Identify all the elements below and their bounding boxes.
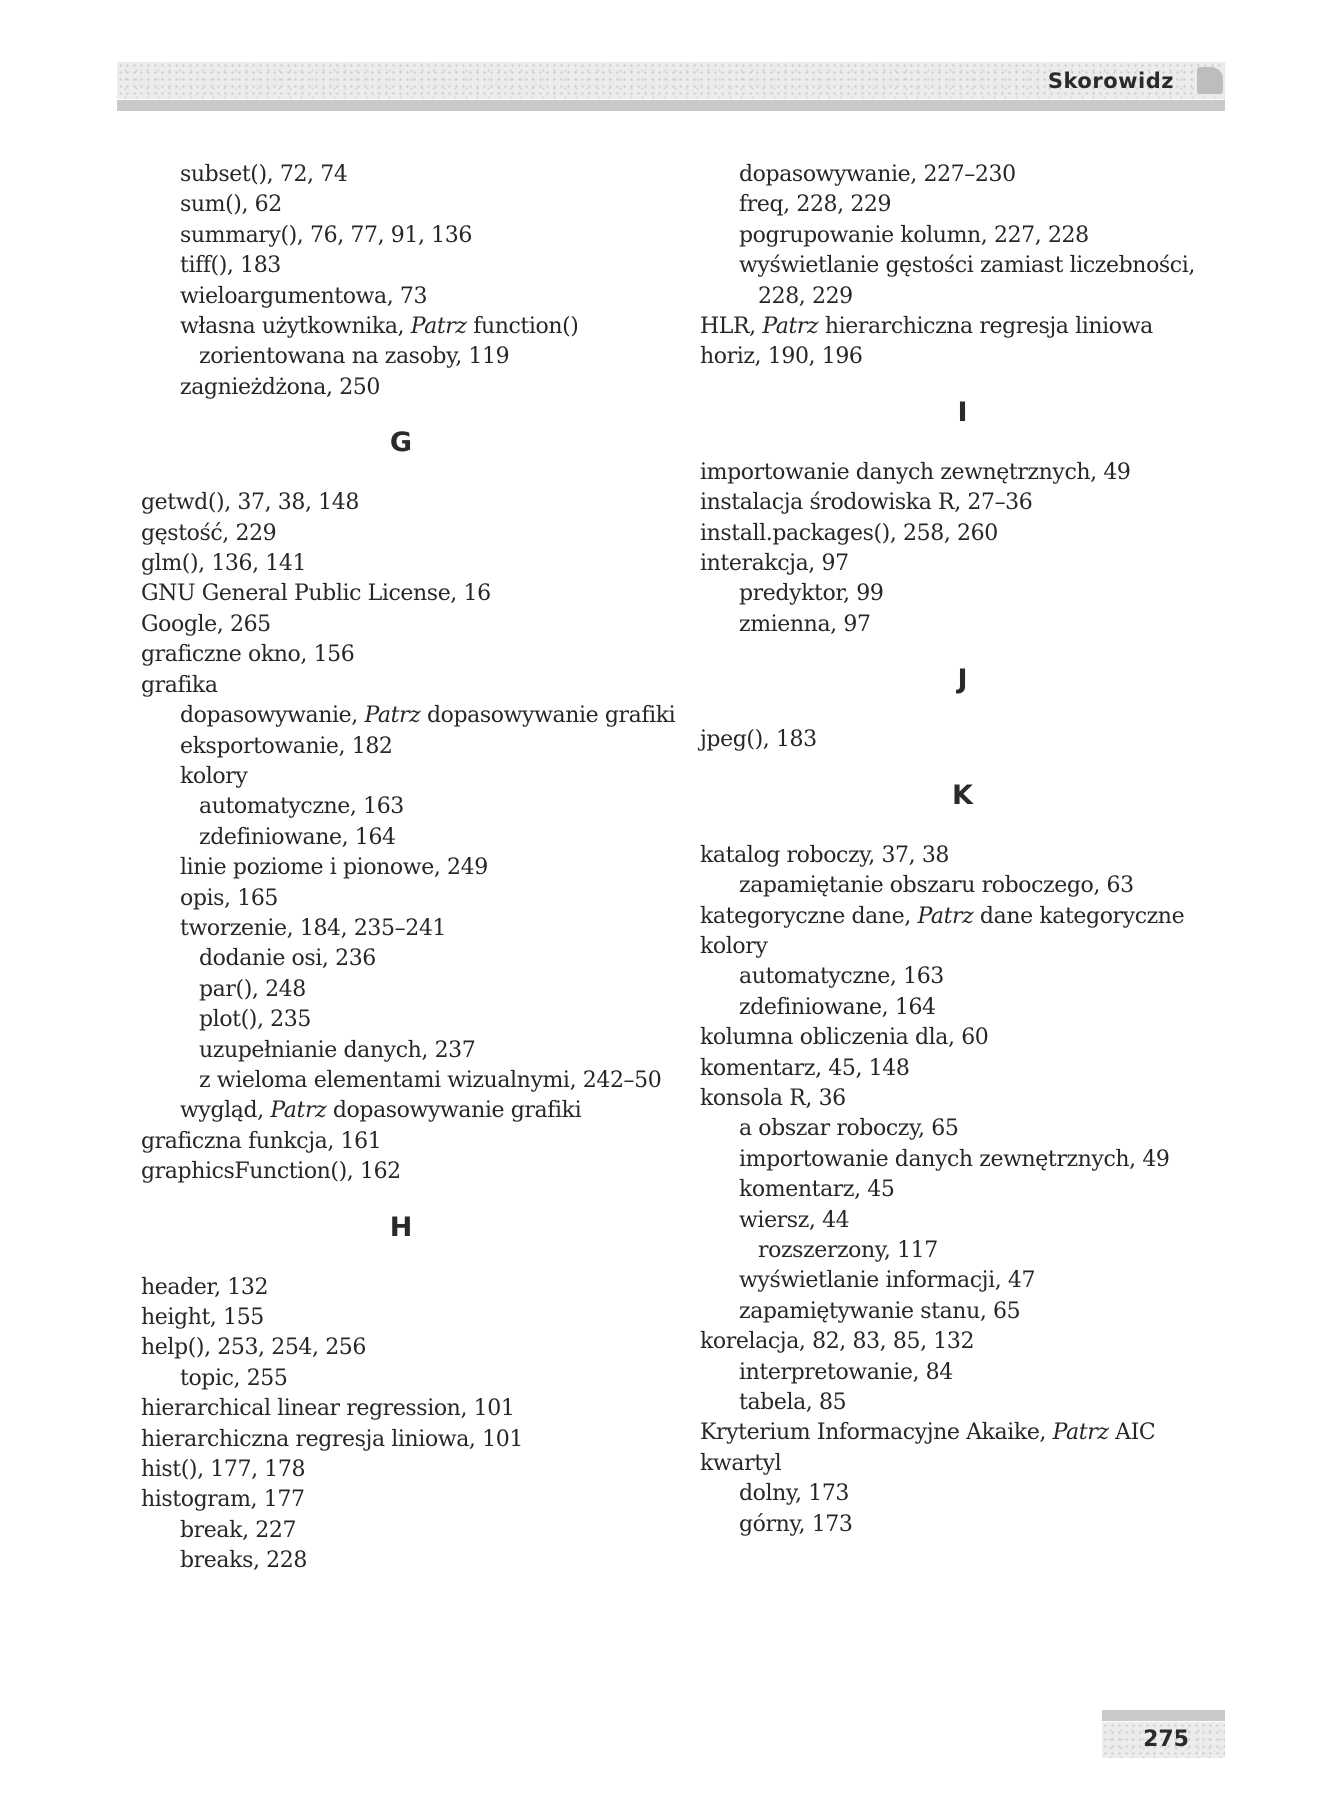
index-entry-text: linie poziome i pionowe, 249: [180, 855, 488, 881]
index-entry-text: korelacja, 82, 83, 85, 132: [700, 1329, 975, 1355]
cross-reference-target: dane kategoryczne: [973, 903, 1185, 929]
index-entry-text: gęstość, 229: [141, 520, 277, 546]
index-entry-text: topic, 255: [180, 1365, 288, 1391]
index-entry-text: importowanie danych zewnętrznych, 49: [739, 1146, 1170, 1172]
index-entry: [700, 871, 1225, 901]
index-entry-text: height, 155: [141, 1305, 264, 1330]
index-entry: [141, 944, 661, 974]
index-entry: [700, 1023, 1225, 1053]
index-entry: [700, 342, 1225, 372]
index-entry-text: pogrupowanie kolumn, 227, 228: [739, 222, 1089, 248]
section-letter-heading: J: [957, 664, 968, 696]
index-entry: [141, 1066, 661, 1096]
index-entry-text: par(), 248: [199, 976, 306, 1002]
cross-reference-target: hierarchiczna regresja liniowa: [818, 314, 1153, 340]
section-spacer: [141, 1188, 661, 1213]
index-entry-text: GNU General Public License, 16: [141, 581, 491, 607]
cross-reference-patrz: Patrz: [917, 903, 974, 929]
index-entry: [141, 221, 661, 251]
index-entry-text: interakcja, 97: [700, 551, 849, 577]
section-letter-heading: K: [952, 779, 973, 811]
index-entry-text: zapamiętywanie stanu, 65: [739, 1298, 1021, 1324]
index-entry-text: komentarz, 45, 148: [700, 1055, 910, 1081]
index-entry: [141, 701, 676, 731]
index-entry-text: zapamiętanie obszaru roboczego, 63: [739, 873, 1134, 899]
index-entry-text: wygląd,: [180, 1098, 271, 1124]
section-spacer: [700, 373, 1225, 398]
index-entry-text: rozszerzony, 117: [758, 1237, 938, 1263]
index-entry-text: eksportowanie, 182: [180, 733, 393, 759]
cross-reference-patrz: Patrz: [1052, 1420, 1109, 1446]
index-entry: [700, 1114, 1225, 1144]
index-entry-text: jpeg(), 183: [700, 727, 817, 753]
index-entry: [700, 1327, 1225, 1357]
index-entry: [700, 1297, 1225, 1327]
index-entry-text: getwd(), 37, 38, 148: [141, 490, 359, 516]
index-entry-text: uzupełnianie danych, 237: [199, 1037, 476, 1063]
cross-reference-patrz: Patrz: [364, 703, 421, 729]
index-entry-text: Kryterium Informacyjne Akaike,: [700, 1420, 1053, 1446]
index-entry: [141, 732, 661, 762]
index-entry: [700, 488, 1225, 518]
index-entry-text: graficzna funkcja, 161: [141, 1128, 382, 1154]
section-letter-heading: G: [389, 427, 413, 459]
index-entry: [141, 914, 661, 944]
index-entry: [141, 1127, 661, 1157]
index-entry-text: header, 132: [141, 1274, 269, 1300]
index-entry: [141, 579, 661, 609]
index-entry: [700, 1175, 1225, 1205]
index-entry: [700, 458, 1225, 488]
index-entry: [700, 1358, 1225, 1388]
index-entry: [141, 282, 661, 312]
index-entry-text: zdefiniowane, 164: [739, 994, 936, 1020]
index-entry: [141, 1005, 661, 1035]
cross-reference-patrz: Patrz: [270, 1098, 327, 1124]
cross-reference-target: dopasowywanie grafiki: [420, 703, 676, 729]
index-entry: [700, 993, 1225, 1023]
index-entry: [141, 1516, 661, 1546]
index-entry: [141, 884, 661, 914]
index-entry-text: hierarchiczna regresja liniowa, 101: [141, 1426, 523, 1452]
index-entry-text: break, 227: [180, 1517, 297, 1543]
index-entry-text: dodanie osi, 236: [199, 946, 376, 972]
index-entry: [141, 1455, 661, 1485]
index-entry: [141, 312, 661, 342]
section-spacer: [700, 695, 1225, 725]
index-entry: [700, 902, 1225, 932]
index-entry: [141, 160, 661, 190]
index-entry: [141, 762, 661, 792]
index-entry: [141, 853, 661, 883]
section-spacer: [700, 640, 1225, 665]
index-entry: [141, 1273, 661, 1303]
index-entry: [141, 373, 661, 403]
index-entry-text: kolory: [180, 763, 248, 789]
index-entry-text: wieloargumentowa, 73: [180, 283, 428, 309]
index-entry-text: wiersz, 44: [739, 1207, 850, 1233]
index-entry: [700, 1206, 1225, 1236]
index-column-right: [700, 160, 1225, 1540]
index-entry-text: summary(), 76, 77, 91, 136: [180, 222, 472, 248]
index-entry-text: breaks, 228: [180, 1548, 307, 1574]
index-entry-text: hierarchical linear regression, 101: [141, 1396, 515, 1422]
page-number: 275: [1143, 1727, 1189, 1752]
index-entry-text: freq, 228, 229: [739, 192, 892, 218]
index-entry-text: predyktor, 99: [739, 581, 884, 607]
index-entry: [141, 251, 661, 281]
index-column-left: [141, 160, 676, 1577]
footer-rule: [1102, 1710, 1225, 1721]
index-entry: [141, 1394, 661, 1424]
index-entry: [700, 312, 1225, 342]
section-letter-heading: I: [957, 396, 968, 428]
index-entry: [700, 282, 1225, 312]
index-entry-text: a obszar roboczy, 65: [739, 1116, 959, 1142]
index-entry: [700, 549, 1225, 579]
index-entry-text: install.packages(), 258, 260: [700, 520, 998, 546]
index-entry: [141, 549, 661, 579]
index-entry-text: histogram, 177: [141, 1487, 305, 1513]
index-entry: [141, 1036, 661, 1066]
index-entry: [141, 1364, 661, 1394]
index-entry-text: 228, 229: [758, 283, 853, 309]
index-entry-text: automatyczne, 163: [739, 964, 944, 990]
index-entry: [700, 160, 1225, 190]
index-entry-text: subset(), 72, 74: [180, 162, 348, 187]
index-entry-text: komentarz, 45: [739, 1177, 895, 1203]
index-entry: [700, 1266, 1225, 1296]
section-letter-heading: H: [389, 1211, 413, 1243]
index-entry-text: konsola R, 36: [700, 1085, 846, 1111]
index-entry-text: zdefiniowane, 164: [199, 824, 396, 850]
index-entry-text: kategoryczne dane,: [700, 903, 918, 929]
index-entry: [700, 932, 1225, 962]
index-entry-text: dolny, 173: [739, 1481, 850, 1507]
index-entry: [141, 1546, 661, 1576]
index-entry-text: górny, 173: [739, 1511, 853, 1537]
index-entry: [141, 488, 661, 518]
header-tab-marker: [1197, 67, 1223, 94]
index-entry: [700, 1388, 1225, 1418]
index-entry-text: hist(), 177, 178: [141, 1457, 306, 1483]
index-entry: [700, 1054, 1225, 1084]
index-entry: [141, 1485, 661, 1515]
index-entry: [700, 251, 1225, 281]
cross-reference-target: dopasowywanie grafiki: [326, 1098, 582, 1124]
index-entry: [700, 841, 1225, 871]
index-entry-text: dopasowywanie, 227–230: [739, 162, 1016, 187]
index-entry: [700, 1479, 1225, 1509]
index-entry: [141, 671, 661, 701]
cross-reference-target: AIC: [1108, 1420, 1156, 1446]
index-entry: [700, 610, 1225, 640]
index-entry: [700, 1145, 1225, 1175]
index-entry: [700, 962, 1225, 992]
index-entry-text: sum(), 62: [180, 192, 282, 218]
section-spacer: [700, 428, 1225, 458]
index-entry-text: importowanie danych zewnętrznych, 49: [700, 459, 1131, 485]
index-entry: [141, 1157, 661, 1187]
section-spacer: [700, 756, 1225, 781]
index-entry-text: kolory: [700, 933, 768, 959]
index-entry: [141, 1333, 661, 1363]
index-entry-text: własna użytkownika,: [180, 314, 411, 340]
index-entry: [141, 792, 661, 822]
section-spacer: [141, 403, 661, 428]
index-entry-text: HLR,: [700, 314, 763, 340]
index-entry-text: kwartyl: [700, 1450, 782, 1476]
index-entry-text: kolumna obliczenia dla, 60: [700, 1025, 989, 1051]
index-entry: [700, 1418, 1225, 1448]
index-entry: [700, 1510, 1225, 1540]
index-entry: [700, 579, 1225, 609]
index-entry: [141, 1096, 661, 1126]
section-spacer: [141, 1243, 661, 1273]
index-entry-text: glm(), 136, 141: [141, 551, 307, 577]
index-entry-text: z wieloma elementami wizualnymi, 242–50: [199, 1067, 662, 1093]
index-entry-text: grafika: [141, 672, 218, 698]
index-entry-text: wyświetlanie informacji, 47: [739, 1268, 1036, 1294]
index-entry-text: tworzenie, 184, 235–241: [180, 915, 447, 941]
index-entry: [141, 610, 661, 640]
index-entry: [700, 1084, 1225, 1114]
index-entry-text: katalog roboczy, 37, 38: [700, 842, 950, 868]
index-entry: [700, 519, 1225, 549]
running-header-rule: [117, 100, 1225, 111]
index-entry: [141, 519, 661, 549]
index-entry: [700, 190, 1225, 220]
index-entry-text: zorientowana na zasoby, 119: [199, 344, 510, 370]
index-entry: [141, 1303, 661, 1333]
index-entry-text: zagnieżdżona, 250: [180, 374, 380, 400]
index-entry-text: horiz, 190, 196: [700, 344, 863, 370]
index-entry-text: opis, 165: [180, 885, 279, 911]
index-entry-text: help(), 253, 254, 256: [141, 1335, 367, 1361]
index-entry-text: automatyczne, 163: [199, 794, 404, 820]
index-entry-text: dopasowywanie,: [180, 703, 365, 729]
index-entry-text: graphicsFunction(), 162: [141, 1159, 401, 1185]
index-entry-text: graficzne okno, 156: [141, 642, 355, 668]
section-spacer: [141, 458, 661, 488]
index-entry-text: plot(), 235: [199, 1007, 311, 1033]
index-entry: [141, 342, 661, 372]
index-entry-text: tabela, 85: [739, 1390, 847, 1415]
index-entry-text: Google, 265: [141, 611, 271, 637]
index-entry: [141, 190, 661, 220]
index-entry: [700, 725, 1225, 755]
index-entry: [700, 221, 1225, 251]
index-entry: [141, 640, 661, 670]
index-entry: [141, 1425, 661, 1455]
running-header-title: Skorowidz: [1047, 69, 1174, 93]
index-entry-text: wyświetlanie gęstości zamiast liczebności,: [739, 253, 1195, 279]
cross-reference-patrz: Patrz: [410, 314, 467, 340]
cross-reference-target: function(): [466, 314, 579, 340]
index-entry: [141, 823, 661, 853]
index-entry-text: instalacja środowiska R, 27–36: [700, 490, 1033, 516]
index-entry: [700, 1449, 1225, 1479]
index-entry: [700, 1236, 1225, 1266]
cross-reference-patrz: Patrz: [762, 314, 819, 340]
index-entry: [141, 975, 661, 1005]
section-spacer: [700, 811, 1225, 841]
index-entry-text: zmienna, 97: [739, 611, 871, 637]
index-entry-text: interpretowanie, 84: [739, 1359, 953, 1385]
index-entry-text: tiff(), 183: [180, 253, 281, 279]
